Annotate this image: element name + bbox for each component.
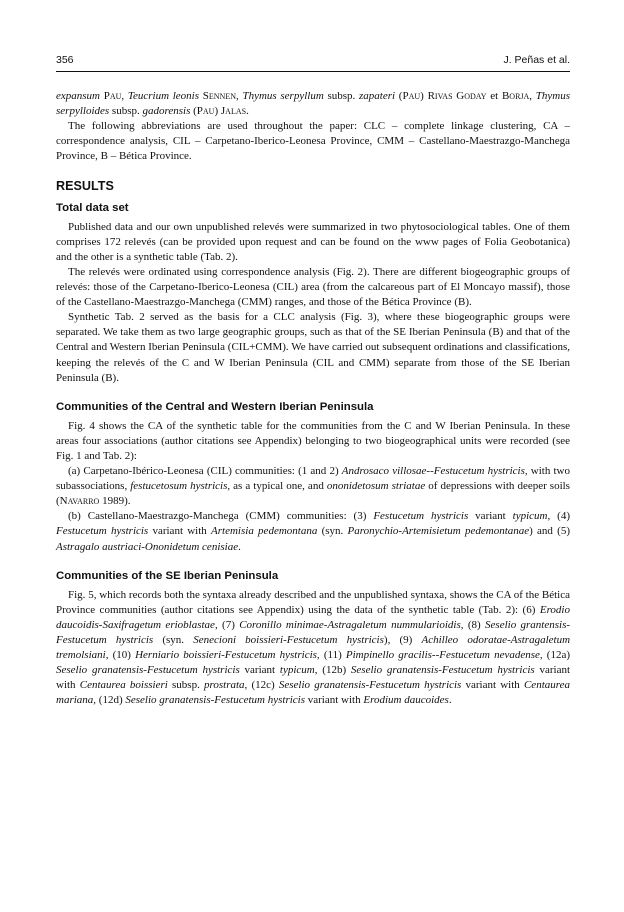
text-run: (syn. [153, 634, 194, 646]
text-run: variant with [56, 664, 571, 692]
text-run: variant with [305, 694, 364, 707]
text-run: , as a typical one, and [227, 480, 327, 493]
text-run: Published data and our own unpublished relevés were summarized in two phytosociological tables. One of them comprises 172 relevés (can be provided upon request and can be found on the www pages of Folia Geobotanica) and the other is a synthetic table (Tab. 2). [56, 220, 570, 263]
italic-text: Seselio granatensis-Festucetum hystricis [125, 694, 305, 707]
total-paragraph-2 [56, 265, 570, 310]
italic-text: Herniario boissieri-Festucetum hystricis [135, 649, 317, 662]
text-run: variant with [461, 679, 524, 692]
central-paragraph-2 [56, 464, 570, 509]
total-paragraph-1 [56, 220, 570, 265]
text-run: et [486, 90, 502, 102]
text-run: subsp. [323, 90, 360, 102]
central-paragraph-3 [56, 509, 570, 554]
text-run: variant [239, 664, 280, 677]
author-citation: Rivas Goday [427, 90, 487, 102]
text-run: , (12a) [539, 649, 570, 662]
total-data-set-heading: Total data set [56, 201, 129, 214]
se-iberian-heading: Communities of the SE Iberian Peninsula [56, 569, 279, 582]
running-authors: J. Peñas et al. [503, 54, 570, 66]
total-paragraph-3 [56, 310, 570, 385]
italic-text: Seselio granatensis-Festucetum hystricis [278, 679, 462, 692]
italic-text: Paronychio-Artemisietum pedemontanae [347, 525, 530, 538]
author-citation: Borja [501, 90, 530, 102]
italic-text: Senecioni boissieri-Festucetum hystricis [193, 634, 384, 646]
text-run: , [235, 90, 243, 102]
italic-text: Teucrium leonis [127, 90, 200, 102]
italic-text: Androsaco villosae--Festucetum hystricis [341, 465, 525, 478]
text-run: The relevés were ordinated using correspondence analysis (Fig. 2). There are different biogeographic groups of relevés: those of the Carpetano-Iberico-Leonesa (CIL) area (from the calcareous part of El Moncayo massif), those of the Castellano-Maestrazgo-Manchega (CMM) ranges, and those of the Bética Province (B). [56, 265, 570, 309]
text-run: 1989). [99, 495, 131, 508]
text-run: of depressions with deeper soils ( [56, 480, 570, 508]
text-run: , (10) [105, 649, 136, 662]
italic-text: Coronillo minimae-Astragaletum nummularioidis [239, 618, 461, 631]
text-run: , (8) [460, 618, 486, 631]
text-run: subsp. [109, 105, 143, 118]
italic-text: zapateri [359, 90, 396, 102]
italic-text: Seselio granatensis-Festucetum hystricis [350, 664, 535, 677]
text-run: , (12b) [314, 664, 351, 677]
text-run: (syn. [317, 525, 348, 538]
text-run: variant with [148, 525, 212, 538]
italic-text: expansum [56, 90, 100, 102]
text-run: ( [395, 90, 403, 102]
text-run: . [238, 540, 241, 553]
italic-text: Achilleo odoratae-Astragaletum tremolsiani [56, 634, 571, 662]
italic-text: festucetosum hystricis [130, 480, 228, 493]
text-run: , [121, 90, 128, 102]
central-paragraph-1 [56, 419, 570, 464]
italic-text: typicum [279, 664, 315, 677]
italic-text: Thymus serpyllum [242, 90, 324, 102]
text-run: , (12d) [93, 694, 126, 707]
text-run: , (11) [316, 649, 346, 662]
italic-text: Seselio granatensis-Festucetum hystricis [56, 664, 240, 677]
text-run: variant [468, 510, 513, 523]
text-run: ) and (5) [529, 525, 570, 538]
italic-text: Artemisia pedemontana [211, 525, 318, 538]
text-run: Synthetic Tab. 2 served as the basis for a CLC analysis (Fig. 3), where these biogeographic groups were separated. We take them as two large geographic groups, such as that of the SE Iberian Peninsula (B) and that of the Central and Western Iberian Peninsula (CIL+CMM). We have carried out subsequent ordinations and classifications, keeping the relevés of the C and W Iberian Peninsula (CIL and CMM) separate from those of the SE Iberian Peninsula (B). [56, 311, 570, 384]
intro-paragraph-2 [56, 119, 570, 164]
results-heading: RESULTS [56, 179, 114, 194]
text-run: Fig. 5, which records both the syntaxa already described and the unpublished syntaxa, shows the CA of the Bética Province communities (author citations see Appendix) using the data of the synthetic table (Tab. 2): (6) [56, 588, 570, 616]
text-run: ) [214, 105, 221, 118]
italic-text: prostrata [204, 679, 245, 692]
italic-text: Centaurea boissieri [79, 679, 168, 692]
italic-text: Erodio daucoidis-Saxifragetum erioblastae [56, 603, 570, 631]
italic-text: Erodium daucoides [363, 694, 449, 707]
author-citation: Pau [196, 105, 215, 118]
text-run: . [448, 694, 452, 707]
text-run: (a) Carpetano-Ibérico-Leonesa (CIL) communities: (1 and 2) [68, 465, 342, 478]
italic-text: Astragalo austriaci-Ononidetum cenisiae [56, 540, 239, 553]
author-citation: Jalas [220, 105, 247, 118]
author-citation: Navarro [59, 495, 100, 508]
text-run: The following abbreviations are used throughout the paper: CLC – complete linkage clustering, CA – correspondence analysis, CIL – Carpetano-Iberico-Leonesa Province, CMM – Castellano-Maestrazgo-Manchega Province, B – Bética Province. [56, 120, 570, 163]
italic-text: typicum [512, 510, 548, 523]
text-run: Fig. 4 shows the CA of the synthetic table for the communities from the C and W Iberian Peninsula. In these areas four associations (author citations see Appendix) belonging to two biogeographical units were recorded (see Fig. 1 and Tab. 2): [56, 419, 570, 462]
author-citation: Pau [103, 90, 122, 102]
author-citation: Pau [402, 90, 421, 102]
text-run: , [529, 90, 536, 102]
text-run: , (7) [214, 618, 240, 631]
text-run: ) [420, 90, 428, 102]
italic-text: Festucetum hystricis [56, 525, 149, 538]
page-number: 356 [56, 54, 74, 66]
author-citation: Sennen [202, 90, 236, 102]
text-run: ), (9) [383, 634, 422, 646]
central-western-heading: Communities of the Central and Western Iberian Peninsula [56, 400, 374, 413]
text-run: (b) Castellano-Maestrazgo-Manchega (CMM) communities: (3) [68, 510, 374, 523]
text-run: , with two subassociations, [56, 465, 570, 493]
italic-text: Thymus serpylloides [56, 90, 570, 118]
italic-text: Centaurea mariana [56, 679, 570, 707]
text-run: . [246, 105, 249, 118]
header-rule [56, 71, 570, 72]
se-paragraph-1 [56, 588, 570, 709]
intro-paragraph-1 [56, 89, 570, 119]
page-body [56, 89, 570, 708]
italic-text: Seselio grantensis-Festucetum hystricis [56, 618, 571, 646]
italic-text: Festucetum hystricis [373, 510, 469, 523]
italic-text: ononidetosum striatae [326, 480, 426, 493]
italic-text: Pimpinello gracilis--Festucetum nevadense [345, 649, 540, 662]
text-run: subsp. [167, 679, 204, 692]
text-run: , (12c) [244, 679, 279, 692]
text-run: , (4) [547, 510, 571, 523]
italic-text: gadorensis [142, 105, 191, 118]
text-run: ( [190, 105, 197, 118]
